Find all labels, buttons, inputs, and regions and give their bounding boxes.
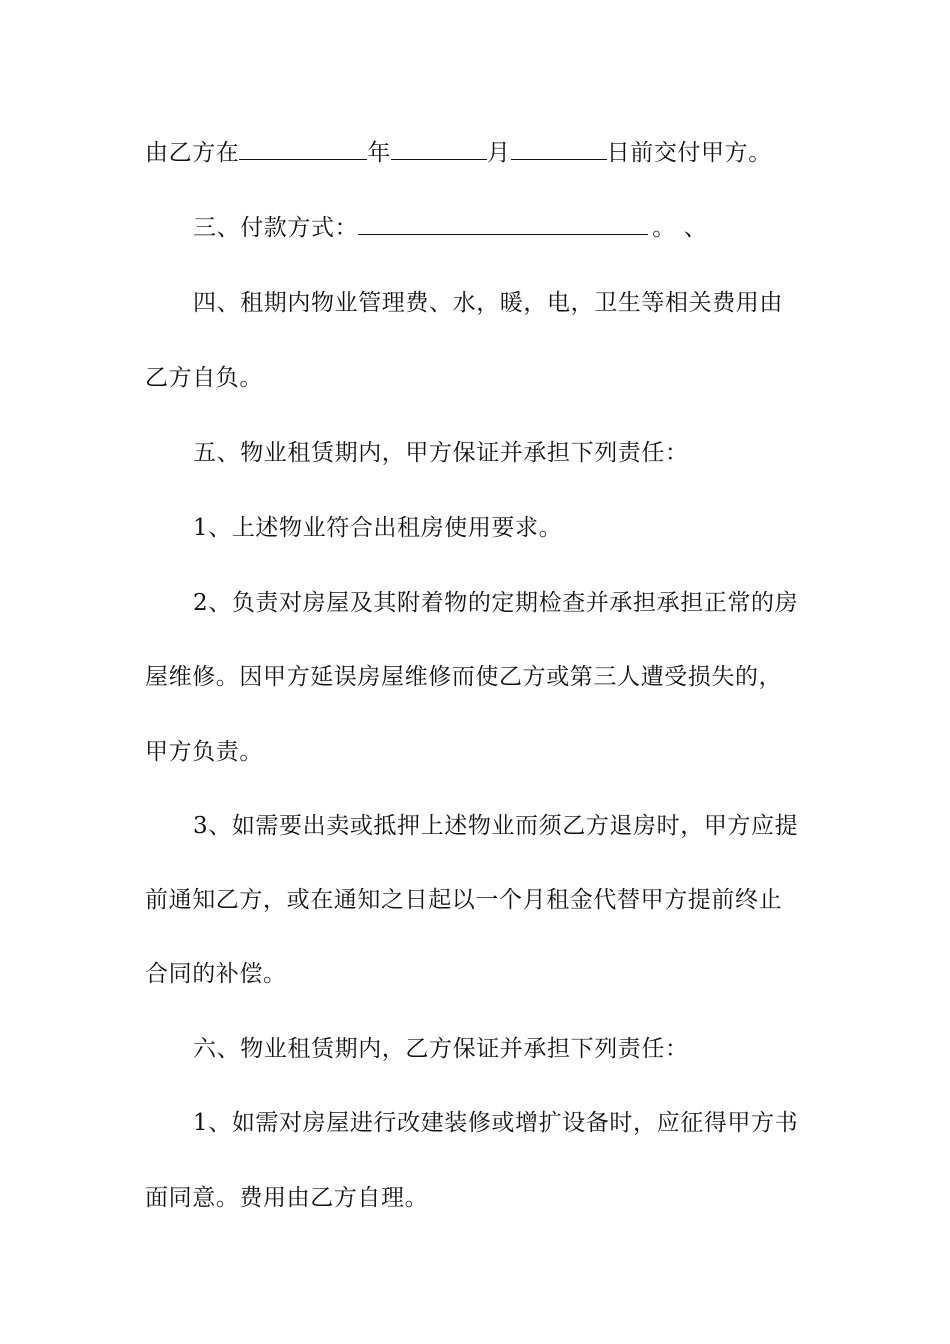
text-segment: 日前交付甲方。: [606, 140, 772, 166]
paragraph-line: 2、负责对房屋及其附着物的定期检查并承担承担正常的房: [193, 590, 799, 616]
text-segment: 年: [367, 140, 392, 166]
day-blank: [511, 137, 607, 160]
paragraph-line: 1、上述物业符合出租房使用要求。: [193, 515, 563, 541]
paragraph-line: 四、租期内物业管理费、水，暖，电，卫生等相关费用由: [193, 290, 783, 316]
paragraph-line: 1、如需对房屋进行改建装修或增扩设备时，应征得甲方书: [193, 1110, 799, 1136]
paragraph-line: 面同意。费用由乙方自理。: [145, 1185, 429, 1211]
payment-method-line: [193, 212, 873, 243]
year-blank: [239, 137, 367, 160]
month-blank: [391, 137, 487, 160]
paragraph-line: 前通知乙方，或在通知之日起以一个月租金代替甲方提前终止: [145, 887, 783, 913]
text-segment: 。 、: [652, 215, 708, 241]
paragraph-line: 合同的补偿。: [145, 961, 287, 987]
payment-method-blank: [358, 212, 648, 235]
text-segment: 月: [487, 140, 511, 166]
section-heading: 六、物业租赁期内，乙方保证并承担下列责任：: [193, 1036, 689, 1062]
paragraph-line: 甲方负责。: [145, 739, 263, 765]
section-heading: 五、物业租赁期内，甲方保证并承担下列责任：: [193, 440, 689, 466]
payment-date-line: [145, 137, 825, 168]
paragraph-line: 屋维修。因甲方延误房屋维修而使乙方或第三人遭受损失的，: [145, 664, 783, 690]
text-segment: 三、付款方式：: [193, 215, 359, 241]
paragraph-line: 3、如需要出卖或抵押上述物业而须乙方退房时，甲方应提: [193, 813, 799, 839]
paragraph-line: 乙方自负。: [145, 365, 263, 391]
text-segment: 由乙方在: [145, 140, 240, 166]
